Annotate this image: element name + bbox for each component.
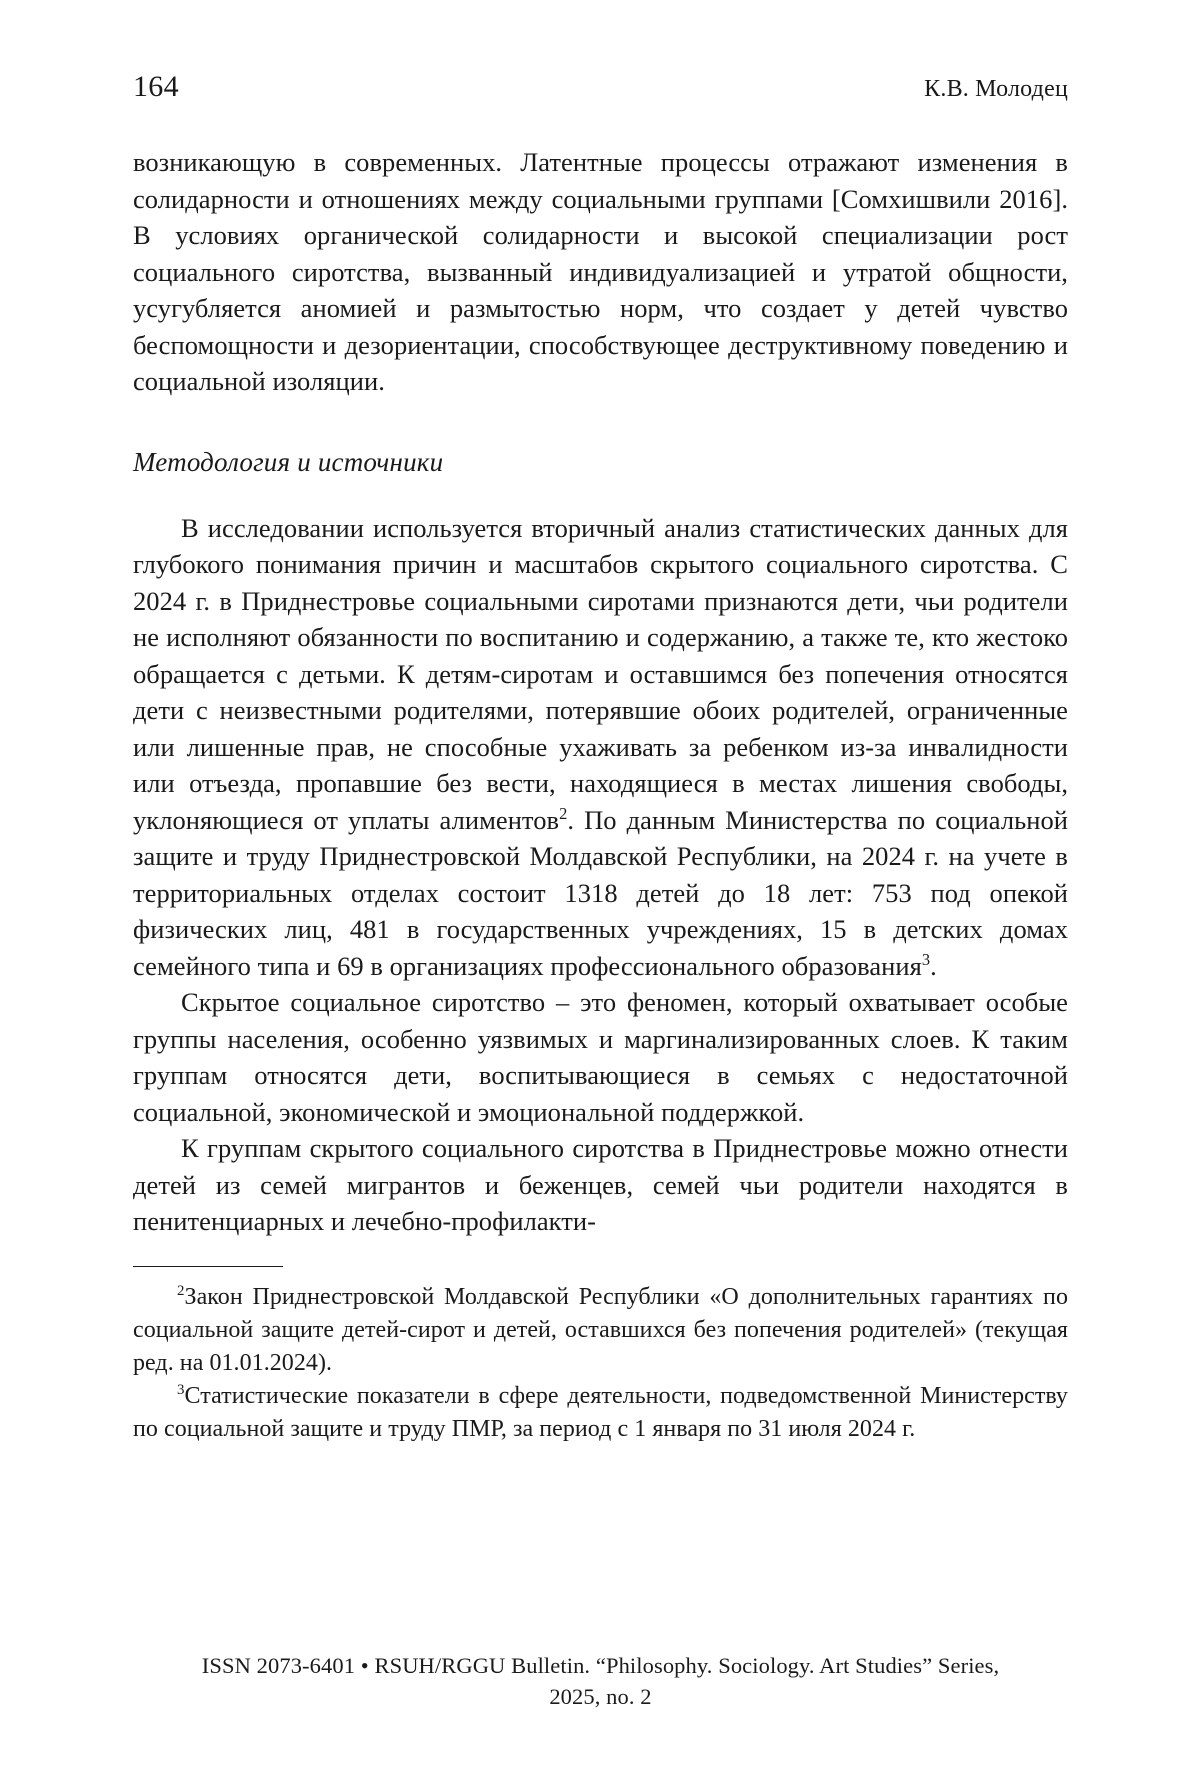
running-head — [133, 70, 1068, 104]
paragraph-groups: К группам скрытого социального сиротства в Приднестровье можно отнести детей из семей мигрантов и беженцев, семей чьи родители находятся в пенитенциарных и лечебно-профилакти- — [133, 1133, 1068, 1236]
footnote-separator — [133, 1266, 283, 1267]
page-number: 164 — [133, 70, 179, 103]
footnote-ref-3[interactable]: 3 — [921, 949, 931, 969]
page-content — [133, 70, 1068, 1446]
paragraph-hidden-orphanhood: Скрытое социальное сиротство – это феномен, который охватывает особые группы населения, особенно уязвимых и маргинализированных слоев. К таким группам относятся дети, воспитывающиеся в семьях с недостаточной социальной, экономической и эмоциональной поддержкой. — [133, 987, 1068, 1127]
section-heading: Методология и источники — [133, 446, 444, 477]
footnote-ref-2[interactable]: 2 — [559, 803, 568, 823]
page-footer — [133, 1650, 1068, 1712]
footer-line-1: ISSN 2073-6401 • RSUH/RGGU Bulletin. “Philosophy. Sociology. Art Studies” Series, — [201, 1653, 1000, 1678]
footnote-3 — [133, 1380, 1068, 1446]
paragraph-methodology-part2: . По данным Министерства по социальной защите и труду Приднестровской Молдавской Республики, на 2024 г. на учете в территориальных отделах состоит 1318 детей до 18 лет: 753 под опекой физических лиц, 481 в государственных учреждениях, 15 в детских домах семейного типа и 69 в организациях профессионального образования — [133, 804, 1068, 981]
footnote-2 — [133, 1281, 1068, 1380]
running-head-author: К.В. Молодец — [924, 76, 1068, 102]
footnote-2-marker: 2 — [177, 1282, 185, 1299]
footnotes — [133, 1266, 1068, 1446]
body-text — [133, 144, 1068, 1240]
footnote-2-text: Закон Приднестровской Молдавской Республики «О дополнительных гарантиях по социальной защите детей-сирот и детей, оставшихся без попечения родителей» (текущая ред. на 01.01.2024). — [133, 1283, 1068, 1376]
footnote-3-marker: 3 — [177, 1381, 185, 1398]
paragraph-methodology-part1: В исследовании используется вторичный анализ статистических данных для глубокого понимания причин и масштабов скрытого социального сиротства. С 2024 г. в Приднестровье социальными сиротами признаются дети, чьи родители не исполняют обязанности по воспитанию и содержанию, а также те, кто жестоко обращается с детьми. К детям-сиротам и оставшимся без попечения относятся дети с неизвестными родителями, потерявшие обоих родителей, ограниченные или лишенные прав, не способные ухаживать за ребенком из-за инвалидности или отъезда, пропавшие без вести, находящиеся в местах лишения свободы, уклоняющиеся от уплаты алиментов — [133, 512, 1068, 835]
paragraph-methodology — [133, 510, 1068, 985]
paragraph-methodology-part3: . — [930, 950, 937, 981]
paragraph-continued: возникающую в современных. Латентные процессы отражают изменения в солидарности и отношениях между социальными группами [Сомхишвили 2016]. В условиях органической солидарности и высокой специализации рост социального сиротства, вызванный индивидуализацией и утратой общности, усугубляется аномией и размытостью норм, что создает у детей чувство беспомощности и дезориентации, способствующее деструктивному поведению и социальной изоляции. — [133, 147, 1068, 396]
footer-line-2: 2025, no. 2 — [549, 1684, 652, 1709]
footnote-3-text: Статистические показатели в сфере деятельности, подведомственной Министерству по социальной защите и труду ПМР, за период с 1 января по 31 июля 2024 г. — [133, 1382, 1068, 1442]
